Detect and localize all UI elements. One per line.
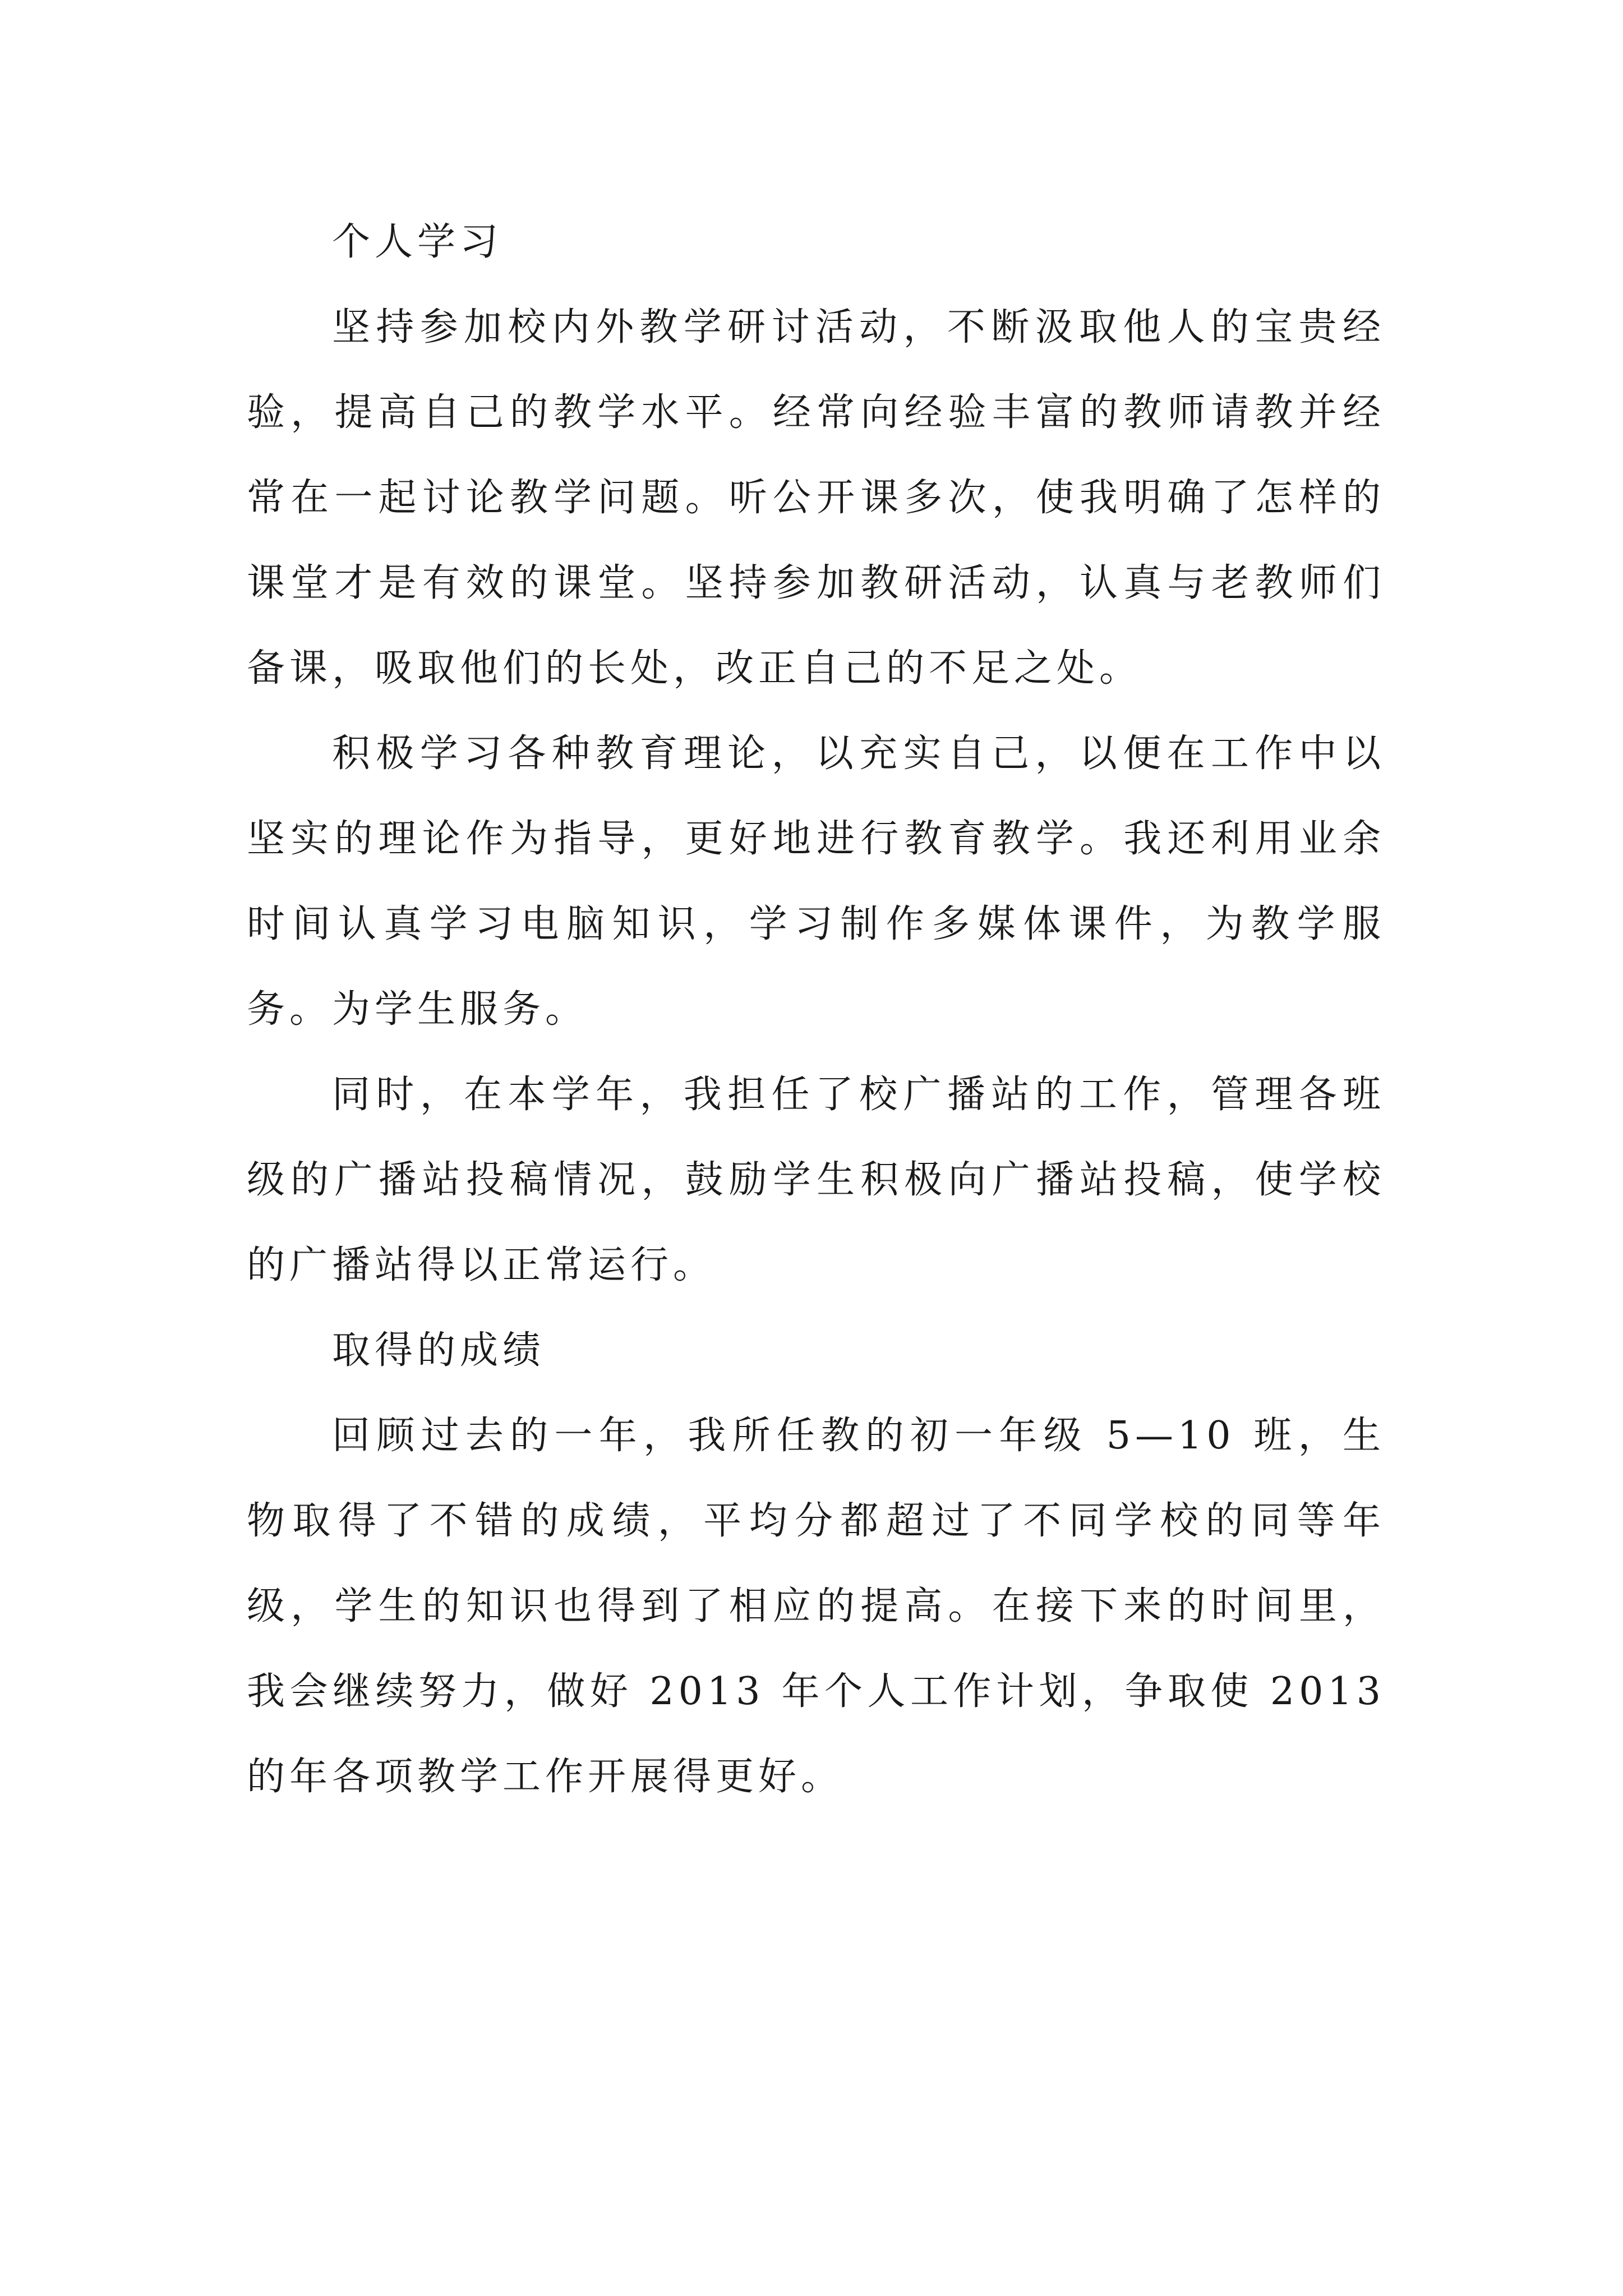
heading-achievements: 取得的成绩: [332, 1328, 546, 1373]
paragraph-broadcast-station: 同时，在本学年，我担任了校广播站的工作，管理各班级的广播站投稿情况，鼓励学生积极向广播站投稿，使学校的广播站得以正常运行。: [247, 1073, 1385, 1287]
heading-personal-study: 个人学习: [332, 220, 503, 264]
document-body: [247, 200, 1385, 1820]
paragraph-teaching-research: 坚持参加校内外教学研讨活动，不断汲取他人的宝贵经验，提高自己的教学水平。经常向经验丰富的教师请教并经常在一起讨论教学问题。听公开课多次，使我明确了怎样的课堂才是有效的课堂。坚持参加教研活动，认真与老教师们备课，吸取他们的长处，改正自己的不足之处。: [247, 305, 1385, 691]
paragraph-review: 回顾过去的一年，我所任教的初一年级 5—10 班，生物取得了不错的成绩，平均分都超过了不同学校的同等年级，学生的知识也得到了相应的提高。在接下来的时间里，我会继续努力，做好 2013 年个人工作计划，争取使 2013 的年各项教学工作开展得更好。: [247, 1414, 1385, 1799]
paragraph-theory-study: 积极学习各种教育理论，以充实自己，以便在工作中以坚实的理论作为指导，更好地进行教育教学。我还利用业余时间认真学习电脑知识，学习制作多媒体课件，为教学服务。为学生服务。: [247, 731, 1385, 1032]
